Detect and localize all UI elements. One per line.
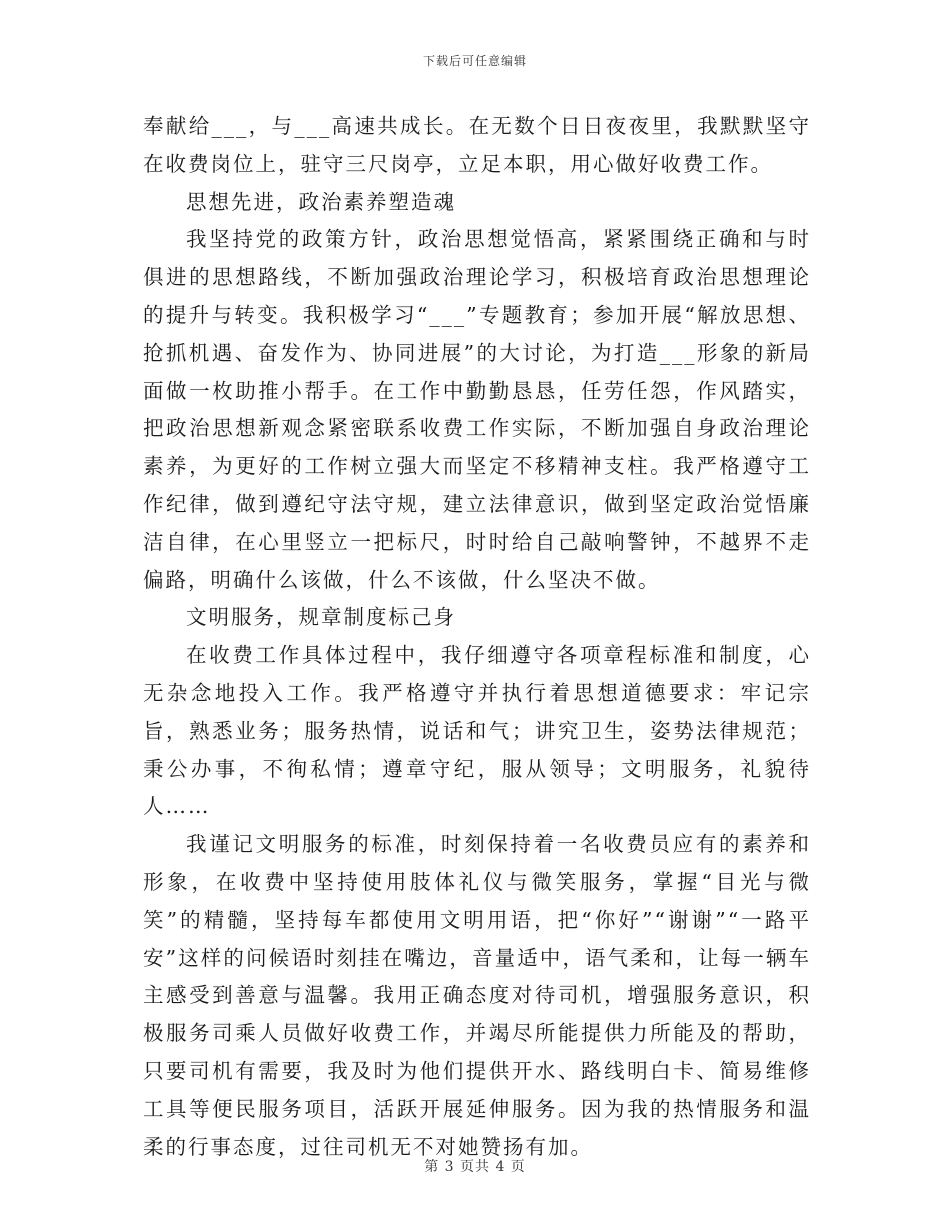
section-heading-2: 文明服务，规章制度标己身 [186, 605, 456, 630]
paragraph-3: 在收费工作具体过程中，我仔细遵守各项章程标准和制度，心无杂念地投入工作。我严格遵守并执行着思想道德要求：牢记宗旨，熟悉业务；服务热情，说话和气；讲究卫生，姿势法律规范；秉公办事，不徇私情；遵章守纪，服从领导；文明服务，礼貌待人…… [143, 643, 811, 819]
paragraph-4: 我谨记文明服务的标准，时刻保持着一名收费员应有的素养和形象，在收费中坚持使用肢体礼仪与微笑服务，掌握“目光与微笑”的精髓，坚持每车都使用文明用语，把“你好”“谢谢”“一路平安”这样的问候语时刻挂在嘴边，音量适中，语气柔和，让每一辆车主感受到善意与温馨。我用正确态度对待司机，增强服务意识，积极服务司乘人员做好收费工作，并竭尽所能提供力所能及的帮助，只要司机有需要，我及时为他们提供开水、路线明白卡、简易维修工具等便民服务项目，活跃开展延伸服务。因为我的热情服务和温柔的行事态度，过往司机无不对她赞扬有加。 [143, 832, 811, 1159]
paragraph-1: 奉献给___，与___高速共成长。在无数个日日夜夜里，我默默坚守在收费岗位上，驻守三尺岗亭，立足本职，用心做好收费工作。 [143, 114, 811, 176]
section-heading-1: 思想先进，政治素养塑造魂 [186, 189, 456, 214]
page-header: 下载后可任意编辑 [422, 54, 527, 68]
paragraph-2: 我坚持党的政策方针，政治思想觉悟高，紧紧围绕正确和与时俱进的思想路线，不断加强政治理论学习，积极培育政治思想理论的提升与转变。我积极学习“___”专题教育；参加开展“解放思想、抢抓机遇、奋发作为、协同进展”的大讨论，为打造___形象的新局面做一枚助推小帮手。在工作中勤勤恳恳，任劳任怨，作风踏实，把政治思想新观念紧密联系收费工作实际，不断加强自身政治理论素养，为更好的工作树立强大而坚定不移精神支柱。我严格遵守工作纪律，做到遵纪守法守规，建立法律意识，做到坚定政治觉悟廉洁自律，在心里竖立一把标尺，时时给自己敲响警钟，不越界不走偏路，明确什么该做，什么不该做，什么坚决不做。 [143, 227, 811, 592]
page-number: 第 3 页共 4 页 [424, 1159, 526, 1175]
document-body [143, 108, 811, 1166]
